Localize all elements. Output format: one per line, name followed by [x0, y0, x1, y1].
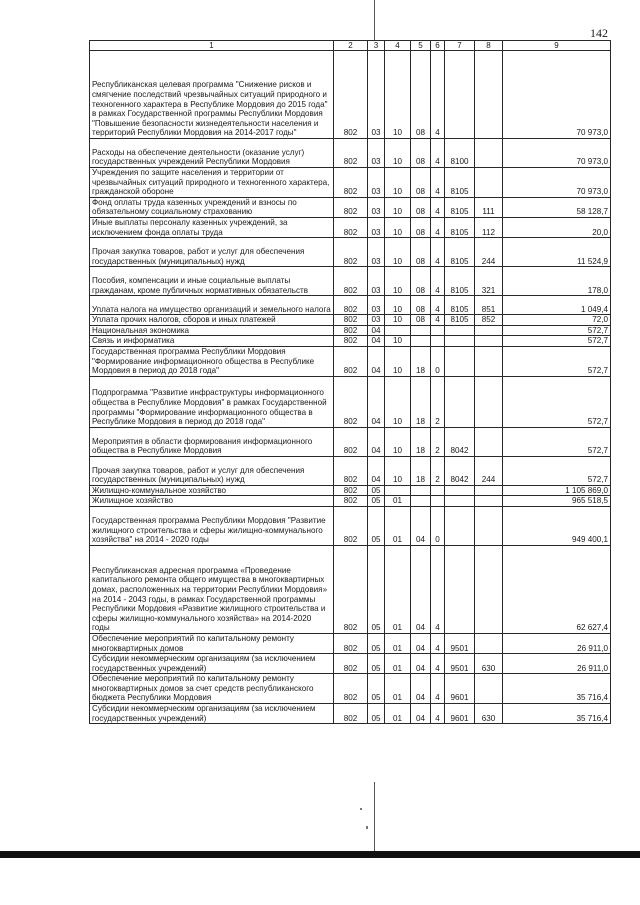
- row-code-cell: [445, 51, 475, 139]
- table-row: [90, 267, 611, 296]
- row-code-cell: 08: [411, 217, 431, 237]
- row-code-cell: 4: [431, 197, 445, 217]
- row-code-cell: 70 973,0: [503, 51, 611, 139]
- row-code-cell: 05: [368, 496, 385, 507]
- row-code-cell: 852: [475, 315, 503, 326]
- row-name-cell: Расходы на обеспечение деятельности (оказание услуг) государственных учреждений Республики Мордовия: [90, 139, 334, 168]
- row-code-cell: 01: [385, 506, 411, 545]
- row-code-cell: 802: [334, 336, 368, 347]
- row-code-cell: 4: [431, 633, 445, 653]
- row-code-cell: 04: [411, 633, 431, 653]
- row-code-cell: 4: [431, 674, 445, 704]
- row-code-cell: 802: [334, 506, 368, 545]
- row-code-cell: 01: [385, 633, 411, 653]
- scan-mark: [366, 826, 368, 829]
- row-code-cell: 802: [334, 315, 368, 326]
- row-code-cell: 04: [368, 336, 385, 347]
- row-code-cell: 01: [385, 496, 411, 507]
- row-code-cell: 08: [411, 238, 431, 267]
- row-code-cell: [475, 376, 503, 427]
- row-code-cell: 802: [334, 674, 368, 704]
- table-row: [90, 496, 611, 507]
- row-code-cell: 630: [475, 654, 503, 674]
- row-code-cell: 04: [411, 506, 431, 545]
- row-code-cell: 10: [385, 427, 411, 456]
- row-code-cell: 04: [368, 427, 385, 456]
- row-code-cell: 35 716,4: [503, 674, 611, 704]
- row-code-cell: 802: [334, 197, 368, 217]
- column-header: 6: [431, 41, 445, 51]
- row-code-cell: 802: [334, 427, 368, 456]
- row-code-cell: 04: [411, 704, 431, 724]
- row-code-cell: 03: [368, 267, 385, 296]
- row-code-cell: [475, 346, 503, 376]
- row-code-cell: 08: [411, 51, 431, 139]
- row-name-cell: Республиканская целевая программа "Снижение рисков и смягчение последствий чрезвычайных ситуаций природного и техногенного характера в Республике Мордовия до 2015 года" в рамках Государственной программы Республики Мордовия "Повышение безопасности жизнедеятельности населения и территорий Республики Мордовия на 2014-2017 годы": [90, 51, 334, 139]
- row-code-cell: 05: [368, 545, 385, 633]
- row-name-cell: Жилищно-коммунальное хозяйство: [90, 485, 334, 496]
- row-code-cell: [475, 506, 503, 545]
- row-code-cell: [445, 485, 475, 496]
- row-code-cell: [431, 485, 445, 496]
- row-code-cell: 03: [368, 315, 385, 326]
- row-code-cell: 18: [411, 456, 431, 485]
- row-code-cell: 572,7: [503, 427, 611, 456]
- row-code-cell: 4: [431, 51, 445, 139]
- row-code-cell: 01: [385, 704, 411, 724]
- row-code-cell: 802: [334, 376, 368, 427]
- row-code-cell: 572,7: [503, 336, 611, 347]
- row-name-cell: Прочая закупка товаров, работ и услуг для обеспечения государственных (муниципальных) нужд: [90, 456, 334, 485]
- row-code-cell: 8105: [445, 315, 475, 326]
- row-code-cell: 802: [334, 267, 368, 296]
- row-code-cell: 10: [385, 139, 411, 168]
- row-code-cell: 2: [431, 427, 445, 456]
- row-code-cell: 10: [385, 217, 411, 237]
- row-code-cell: 04: [368, 376, 385, 427]
- column-header: 2: [334, 41, 368, 51]
- row-code-cell: [445, 346, 475, 376]
- row-code-cell: 10: [385, 51, 411, 139]
- row-code-cell: 802: [334, 633, 368, 653]
- row-code-cell: 1 049,4: [503, 296, 611, 315]
- row-code-cell: 802: [334, 485, 368, 496]
- row-code-cell: 8105: [445, 267, 475, 296]
- table-row: [90, 485, 611, 496]
- column-header: 1: [90, 41, 334, 51]
- row-code-cell: 04: [411, 545, 431, 633]
- row-code-cell: 244: [475, 456, 503, 485]
- column-header: 9: [503, 41, 611, 51]
- row-code-cell: 802: [334, 346, 368, 376]
- row-code-cell: 03: [368, 217, 385, 237]
- row-code-cell: 4: [431, 238, 445, 267]
- row-code-cell: 58 128,7: [503, 197, 611, 217]
- row-code-cell: 178,0: [503, 267, 611, 296]
- row-code-cell: 62 627,4: [503, 545, 611, 633]
- row-name-cell: Мероприятия в области формирования информационного общества в Республике Мордовия: [90, 427, 334, 456]
- row-name-cell: Государственная программа Республики Мордовия "Формирование информационного общества в Республике Мордовия в период до 2018 года": [90, 346, 334, 376]
- row-code-cell: 8105: [445, 197, 475, 217]
- row-code-cell: 8105: [445, 296, 475, 315]
- row-code-cell: 08: [411, 315, 431, 326]
- row-code-cell: 05: [368, 674, 385, 704]
- row-code-cell: 802: [334, 456, 368, 485]
- row-code-cell: 04: [368, 346, 385, 376]
- row-code-cell: 802: [334, 654, 368, 674]
- row-code-cell: 26 911,0: [503, 654, 611, 674]
- row-code-cell: 05: [368, 654, 385, 674]
- table-row: [90, 325, 611, 336]
- row-code-cell: [475, 485, 503, 496]
- row-code-cell: 05: [368, 506, 385, 545]
- table-row: [90, 427, 611, 456]
- row-code-cell: 10: [385, 238, 411, 267]
- row-code-cell: 05: [368, 633, 385, 653]
- row-code-cell: 9501: [445, 633, 475, 653]
- table-row: [90, 376, 611, 427]
- table-row: [90, 704, 611, 724]
- row-code-cell: [475, 427, 503, 456]
- row-code-cell: 4: [431, 217, 445, 237]
- table-row: [90, 336, 611, 347]
- row-code-cell: 20,0: [503, 217, 611, 237]
- row-code-cell: 111: [475, 197, 503, 217]
- row-code-cell: 08: [411, 197, 431, 217]
- row-code-cell: 03: [368, 168, 385, 198]
- row-code-cell: 08: [411, 296, 431, 315]
- row-name-cell: Жилищное хозяйство: [90, 496, 334, 507]
- row-code-cell: [385, 485, 411, 496]
- row-name-cell: Иные выплаты персоналу казенных учреждений, за исключением фонда оплаты труда: [90, 217, 334, 237]
- column-header: 3: [368, 41, 385, 51]
- row-code-cell: 0: [431, 346, 445, 376]
- row-code-cell: 04: [368, 325, 385, 336]
- row-code-cell: 1 105 869,0: [503, 485, 611, 496]
- row-code-cell: 949 400,1: [503, 506, 611, 545]
- table-row: [90, 168, 611, 198]
- row-code-cell: 572,7: [503, 456, 611, 485]
- row-code-cell: 05: [368, 485, 385, 496]
- row-code-cell: 9601: [445, 704, 475, 724]
- table-row: [90, 296, 611, 315]
- row-code-cell: 03: [368, 238, 385, 267]
- row-code-cell: 18: [411, 427, 431, 456]
- row-code-cell: [475, 633, 503, 653]
- row-code-cell: 802: [334, 238, 368, 267]
- row-code-cell: [475, 168, 503, 198]
- row-name-cell: Уплата прочих налогов, сборов и иных платежей: [90, 315, 334, 326]
- row-code-cell: 2: [431, 456, 445, 485]
- row-code-cell: [475, 545, 503, 633]
- row-code-cell: 08: [411, 267, 431, 296]
- row-code-cell: 244: [475, 238, 503, 267]
- row-name-cell: Обеспечение мероприятий по капитальному ремонту многоквартирных домов за счет средств республиканского бюджета Республики Мордовия: [90, 674, 334, 704]
- row-code-cell: 10: [385, 336, 411, 347]
- scan-mark: [360, 808, 362, 810]
- row-code-cell: [475, 496, 503, 507]
- row-code-cell: 9601: [445, 674, 475, 704]
- row-code-cell: 04: [411, 674, 431, 704]
- table-row: [90, 633, 611, 653]
- row-name-cell: Пособия, компенсации и иные социальные выплаты гражданам, кроме публичных нормативных обязательств: [90, 267, 334, 296]
- row-code-cell: 05: [368, 704, 385, 724]
- table-row: [90, 217, 611, 237]
- row-code-cell: 04: [411, 654, 431, 674]
- row-code-cell: 802: [334, 139, 368, 168]
- row-code-cell: 572,7: [503, 376, 611, 427]
- table-row: [90, 139, 611, 168]
- row-code-cell: 4: [431, 168, 445, 198]
- row-code-cell: 0: [431, 506, 445, 545]
- row-code-cell: [445, 325, 475, 336]
- row-code-cell: 8105: [445, 238, 475, 267]
- row-name-cell: Субсидии некоммерческим организациям (за исключением государственных учреждений): [90, 654, 334, 674]
- row-name-cell: Обеспечение мероприятий по капитальному ремонту многоквартирных домов: [90, 633, 334, 653]
- row-code-cell: [445, 545, 475, 633]
- row-code-cell: 802: [334, 217, 368, 237]
- row-code-cell: 802: [334, 168, 368, 198]
- row-code-cell: 112: [475, 217, 503, 237]
- row-code-cell: 802: [334, 496, 368, 507]
- row-code-cell: [411, 336, 431, 347]
- table-header-row: [90, 41, 611, 51]
- column-header: 7: [445, 41, 475, 51]
- row-code-cell: 9501: [445, 654, 475, 674]
- column-header: 4: [385, 41, 411, 51]
- binding-line: [374, 0, 375, 40]
- table-row: [90, 674, 611, 704]
- row-code-cell: 8042: [445, 456, 475, 485]
- row-code-cell: 18: [411, 346, 431, 376]
- row-name-cell: Связь и информатика: [90, 336, 334, 347]
- row-code-cell: 10: [385, 376, 411, 427]
- table-row: [90, 654, 611, 674]
- table-row: [90, 238, 611, 267]
- row-name-cell: Национальная экономика: [90, 325, 334, 336]
- row-code-cell: 10: [385, 346, 411, 376]
- table-row: [90, 315, 611, 326]
- row-code-cell: 4: [431, 704, 445, 724]
- table-row: [90, 456, 611, 485]
- table-row: [90, 51, 611, 139]
- row-code-cell: 10: [385, 315, 411, 326]
- row-code-cell: 572,7: [503, 346, 611, 376]
- row-code-cell: [445, 506, 475, 545]
- row-name-cell: Прочая закупка товаров, работ и услуг для обеспечения государственных (муниципальных) нужд: [90, 238, 334, 267]
- budget-table: [89, 40, 611, 724]
- row-code-cell: 26 911,0: [503, 633, 611, 653]
- column-header: 5: [411, 41, 431, 51]
- row-code-cell: 572,7: [503, 325, 611, 336]
- row-code-cell: 18: [411, 376, 431, 427]
- row-code-cell: 8105: [445, 217, 475, 237]
- row-code-cell: 4: [431, 654, 445, 674]
- row-name-cell: Субсидии некоммерческим организациям (за исключением государственных учреждений): [90, 704, 334, 724]
- row-code-cell: 965 518,5: [503, 496, 611, 507]
- row-code-cell: [431, 325, 445, 336]
- row-code-cell: [475, 51, 503, 139]
- row-code-cell: 03: [368, 197, 385, 217]
- row-code-cell: 01: [385, 545, 411, 633]
- row-code-cell: 802: [334, 325, 368, 336]
- row-code-cell: 802: [334, 704, 368, 724]
- row-code-cell: 03: [368, 296, 385, 315]
- row-code-cell: 03: [368, 51, 385, 139]
- row-code-cell: [445, 376, 475, 427]
- row-code-cell: 10: [385, 197, 411, 217]
- row-code-cell: 10: [385, 296, 411, 315]
- row-code-cell: 08: [411, 139, 431, 168]
- row-code-cell: [445, 496, 475, 507]
- row-code-cell: [411, 496, 431, 507]
- table-body: [90, 51, 611, 724]
- row-code-cell: 802: [334, 296, 368, 315]
- row-code-cell: [431, 496, 445, 507]
- row-code-cell: 630: [475, 704, 503, 724]
- row-code-cell: 10: [385, 168, 411, 198]
- row-code-cell: 4: [431, 296, 445, 315]
- row-code-cell: 4: [431, 267, 445, 296]
- row-code-cell: 01: [385, 674, 411, 704]
- row-code-cell: 08: [411, 168, 431, 198]
- row-code-cell: 04: [368, 456, 385, 485]
- row-code-cell: [475, 139, 503, 168]
- row-code-cell: [411, 325, 431, 336]
- row-code-cell: 802: [334, 545, 368, 633]
- row-code-cell: 72,0: [503, 315, 611, 326]
- column-header: 8: [475, 41, 503, 51]
- row-code-cell: 4: [431, 315, 445, 326]
- row-name-cell: Учреждения по защите населения и территории от чрезвычайных ситуаций природного и техногенного характера, гражданской обороне: [90, 168, 334, 198]
- row-code-cell: 8042: [445, 427, 475, 456]
- row-name-cell: Уплата налога на имущество организаций и земельного налога: [90, 296, 334, 315]
- table-row: [90, 346, 611, 376]
- row-name-cell: Фонд оплаты труда казенных учреждений и взносы по обязательному социальному страхованию: [90, 197, 334, 217]
- row-code-cell: 8105: [445, 168, 475, 198]
- row-code-cell: 03: [368, 139, 385, 168]
- row-code-cell: 70 973,0: [503, 139, 611, 168]
- row-name-cell: Подпрограмма "Развитие инфраструктуры информационного общества в Республике Мордовия" в рамках Государственной программы "Формирование информационного общества в Республике Мордовия в период до 2018 года": [90, 376, 334, 427]
- row-code-cell: 8100: [445, 139, 475, 168]
- row-code-cell: [445, 336, 475, 347]
- row-code-cell: 10: [385, 267, 411, 296]
- table-row: [90, 506, 611, 545]
- row-name-cell: Государственная программа Республики Мордовия "Развитие жилищного строительства и сферы жилищно-коммунального хозяйства" на 2014 - 2020 годы: [90, 506, 334, 545]
- row-code-cell: 851: [475, 296, 503, 315]
- row-code-cell: 70 973,0: [503, 168, 611, 198]
- row-code-cell: [475, 674, 503, 704]
- row-code-cell: 4: [431, 545, 445, 633]
- row-code-cell: 2: [431, 376, 445, 427]
- row-code-cell: [385, 325, 411, 336]
- row-code-cell: [431, 336, 445, 347]
- row-code-cell: [475, 336, 503, 347]
- binding-line: [374, 782, 375, 851]
- row-name-cell: Республиканская адресная программа «Проведение капитального ремонта общего имущества в многоквартирных домах, расположенных на территории Республики Мордовия» на 2014 - 2043 годы, в рамках Государственной программы Республики Мордовия «Развитие жилищного строительства и сферы жилищно-коммунального хозяйства» на 2014-2020 годы: [90, 545, 334, 633]
- row-code-cell: 10: [385, 456, 411, 485]
- table-row: [90, 197, 611, 217]
- row-code-cell: 35 716,4: [503, 704, 611, 724]
- row-code-cell: 01: [385, 654, 411, 674]
- page-number: 142: [590, 26, 608, 40]
- row-code-cell: 321: [475, 267, 503, 296]
- bottom-scan-bar: [0, 851, 640, 858]
- row-code-cell: 802: [334, 51, 368, 139]
- row-code-cell: 11 524,9: [503, 238, 611, 267]
- table-row: [90, 545, 611, 633]
- row-code-cell: [475, 325, 503, 336]
- row-code-cell: [411, 485, 431, 496]
- row-code-cell: 4: [431, 139, 445, 168]
